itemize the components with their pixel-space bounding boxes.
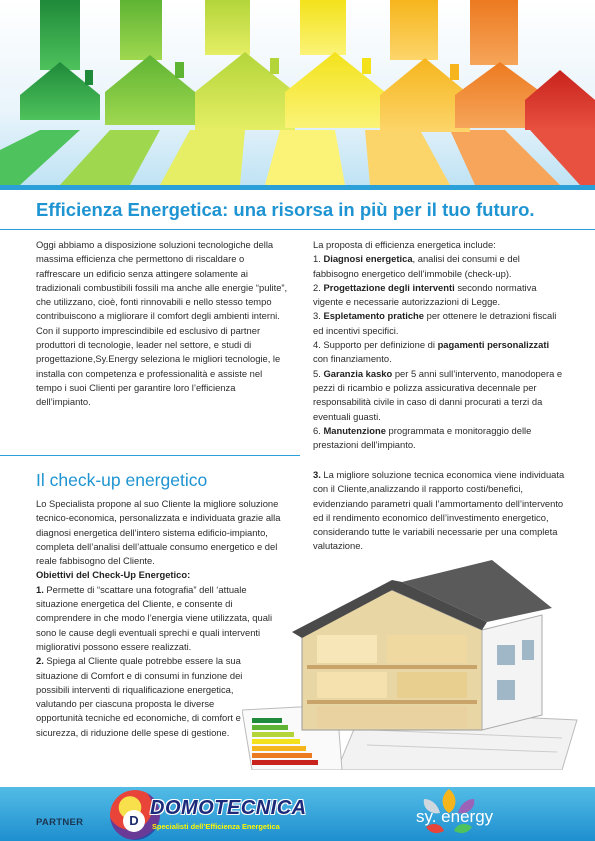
checkup-goals-title: Obiettivi del Check-Up Energetico: [36, 569, 191, 581]
title-divider [0, 229, 595, 230]
intro-column [36, 238, 288, 410]
energy-houses-illustration [0, 0, 595, 185]
proposal-column [313, 238, 565, 452]
checkup-goal-2: 2. Spiega al Cliente quale potrebbe essere la sua situazione di Comfort e di consumi in funzione dei possibili interventi di riqualificazione energetica, valutando per ciascuna proposta le diverse opportunità tecniche ed economiche, di comfort e sicurezza, di riduzione delle spese di gestione. [36, 655, 243, 738]
section-divider [0, 455, 300, 456]
hero-image [0, 0, 595, 185]
partner-label: PARTNER [36, 817, 84, 828]
domotecnica-brand: DOMOTECNICA [150, 797, 307, 819]
intro-paragraph-1: Oggi abbiamo a disposizione soluzioni tecnologiche della massima efficienza che permettono di riscaldare o raffrescare un edificio senza attingere solamente ai tradizionali combustibili fossili ma anche alle energie “pulite”, che utilizzano, cioè, fonti rinnovabili e nello stesso tempo contribuiscono a migliorare il comfort degli ambienti interni. [36, 239, 288, 322]
domotecnica-logo-letter: D [123, 810, 145, 832]
checkup-goal-3-column [313, 468, 565, 554]
checkup-goal-3: 3. La migliore soluzione tecnica economica viene individuata con il Cliente,analizzando il rapporto costi/benefici, evidenziando parametri quali l’ammortamento dell’intervento ed il rendimento economico dell’investimento energetico, considerando tutte le variabili necessarie per una completa valutazione. [313, 469, 565, 552]
proposal-item-4: 4. Supporto per definizione di pagamenti personalizzati con finanziamento. [313, 339, 550, 365]
page-title: Efficienza Energetica: una risorsa in più per il tuo futuro. [36, 199, 535, 220]
proposal-item-2: 2. Progettazione degli interventi secondo normativa vigente e necessarie autorizzazioni di Legge. [313, 281, 537, 308]
house-cutaway-image [242, 560, 587, 770]
sy-energy-brand: sy. energy [416, 807, 494, 826]
checkup-title: Il check-up energetico [36, 470, 208, 490]
proposal-item-3: 3. Espletamento pratiche per ottenere le detrazioni fiscali ed incentivi specifici. [313, 310, 557, 336]
proposal-item-6: 6. Manutenzione programmata e monitoraggio delle prestazioni dell’impianto. [313, 424, 532, 451]
hero-border [0, 185, 595, 190]
proposal-item-1: 1. Diagnosi energetica, analisi dei consumi e del fabbisogno energetico dell’immobile (check-up). [313, 253, 520, 279]
proposal-lead: La proposta di efficienza energetica include: [313, 239, 496, 250]
proposal-item-5: 5. Garanzia kasko per 5 anni sull’intervento, manodopera e pezzi di ricambio e polizza assicurativa decennale per responsabilità civile in caso di danni procurati a terzi da eventuali guasti. [313, 367, 563, 422]
house-illustration [242, 560, 587, 770]
checkup-goal-1: 1. Permette di “scattare una fotografia” dell ‘attuale situazione energetica del Cliente, e consente di comprendere in che modo l’energia viene utilizzata, quali sono le cause degli eventuali sprechi e quali interventi migliorativi possono essere realizzati. [36, 583, 273, 652]
domotecnica-tagline: Specialisti dell’Efficienza Energetica [152, 822, 280, 831]
checkup-intro: Lo Specialista propone al suo Cliente la migliore soluzione tecnico-economica, personalizzata e individuata grazie alla diagnosi energetica dell’intero sistema edificio-impianto, completa dell’analisi dell’attuale consumo energetico e del reale fabbisogno del Cliente. [36, 498, 281, 567]
intro-paragraph-2: Con il supporto imprescindibile ed esclusivo di partner produttori di tecnologie, leader nel settore, e studi di progettazione,Sy.Energy seleziona le migliori tecnologie, le installa con competenza e professionalità e assiste nel tempo i suoi Clienti per garantire loro l’efficienza dell’impianto. [36, 324, 281, 408]
